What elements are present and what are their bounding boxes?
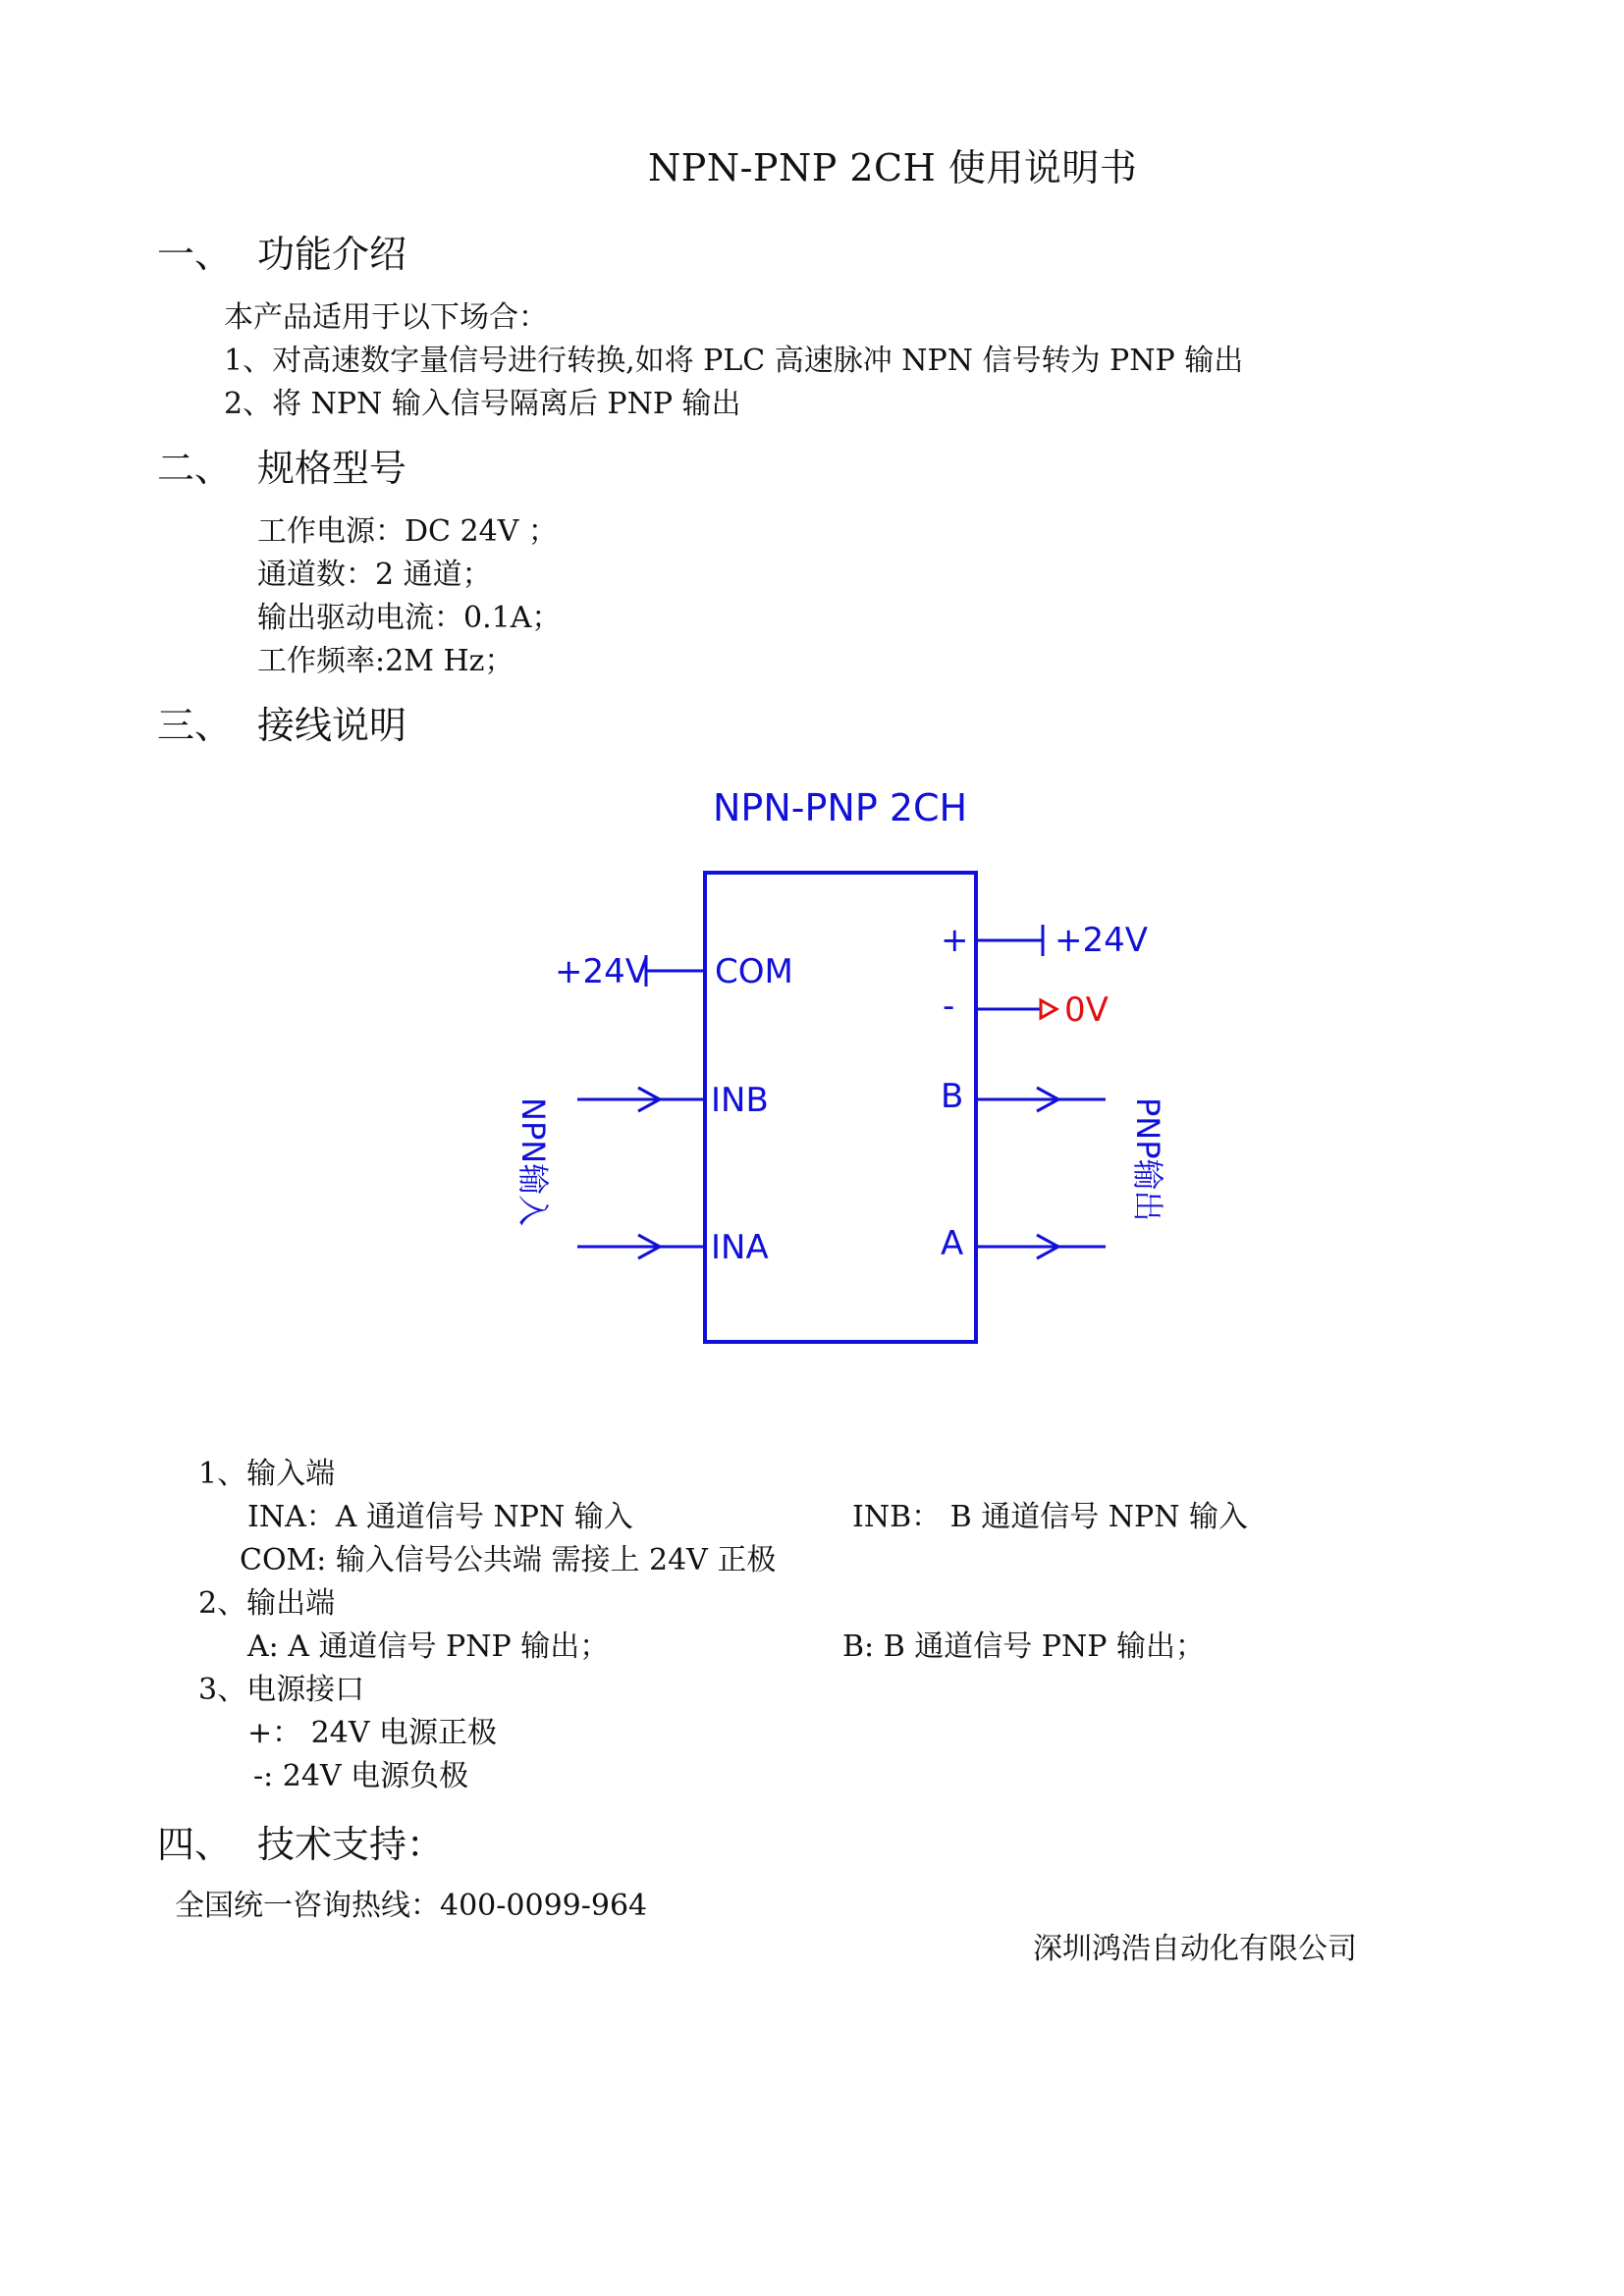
section-3-number: 三、 (157, 704, 233, 747)
company-name: 深圳鸿浩自动化有限公司 (1033, 1932, 1357, 1966)
section-2-number: 二、 (157, 447, 233, 490)
minus-label: - (943, 987, 955, 1026)
page-title: NPN-PNP 2CH 使用说明书 (648, 146, 1138, 189)
pnp-output-label: PNP输出 (1129, 1097, 1166, 1222)
spec-channels: 通道数：2 通道； (257, 558, 492, 592)
zero-v-arrow (1041, 1000, 1056, 1018)
legend-b: B: B 通道信号 PNP 输出； (842, 1629, 1205, 1664)
zero-v-label: 0V (1064, 990, 1109, 1030)
section-1-number: 一、 (157, 233, 233, 276)
b-label: B (941, 1077, 964, 1116)
npn-input-label: NPN输入 (514, 1097, 552, 1227)
plus-label: + (941, 921, 969, 960)
legend-output-title: 2、输出端 (198, 1586, 336, 1621)
spec-power: 工作电源：DC 24V ； (257, 514, 558, 549)
com-supply-label: +24V (555, 952, 649, 991)
ina-label: INA (711, 1228, 769, 1267)
inb-label: INB (711, 1081, 769, 1120)
section-4-number: 四、 (157, 1823, 233, 1866)
legend-com: COM: 输入信号公共端 需接上 24V 正极 (240, 1543, 777, 1577)
hotline: 全国统一咨询热线：400-0099-964 (175, 1889, 648, 1923)
legend-plus: +： 24V 电源正极 (247, 1716, 498, 1750)
legend-a: A: A 通道信号 PNP 输出； (247, 1629, 610, 1664)
section-4-heading: 技术支持： (257, 1823, 445, 1866)
diagram-title: NPN-PNP 2CH (713, 786, 968, 829)
plus-supply-label: +24V (1055, 921, 1149, 960)
section-1-heading: 功能介绍 (257, 233, 407, 276)
spec-frequency: 工作频率:2M Hz； (257, 644, 514, 678)
legend-ina: INA：A 通道信号 NPN 输入 (247, 1500, 633, 1534)
section-3-heading: 接线说明 (257, 704, 407, 747)
section-1-item-1: 1、对高速数字量信号进行转换,如将 PLC 高速脉冲 NPN 信号转为 PNP 输出 (224, 344, 1244, 378)
legend-input-title: 1、输入端 (198, 1457, 336, 1491)
spec-current: 输出驱动电流：0.1A； (257, 601, 562, 635)
a-label: A (941, 1224, 964, 1263)
section-2-heading: 规格型号 (257, 447, 407, 490)
section-1-item-2: 2、将 NPN 输入信号隔离后 PNP 输出 (224, 387, 741, 421)
com-label: COM (715, 952, 793, 991)
legend-power-title: 3、电源接口 (198, 1673, 365, 1707)
section-1-intro: 本产品适用于以下场合： (224, 300, 548, 335)
legend-minus: -: 24V 电源负极 (253, 1759, 469, 1793)
legend-inb: INB： B 通道信号 NPN 输入 (852, 1500, 1249, 1534)
